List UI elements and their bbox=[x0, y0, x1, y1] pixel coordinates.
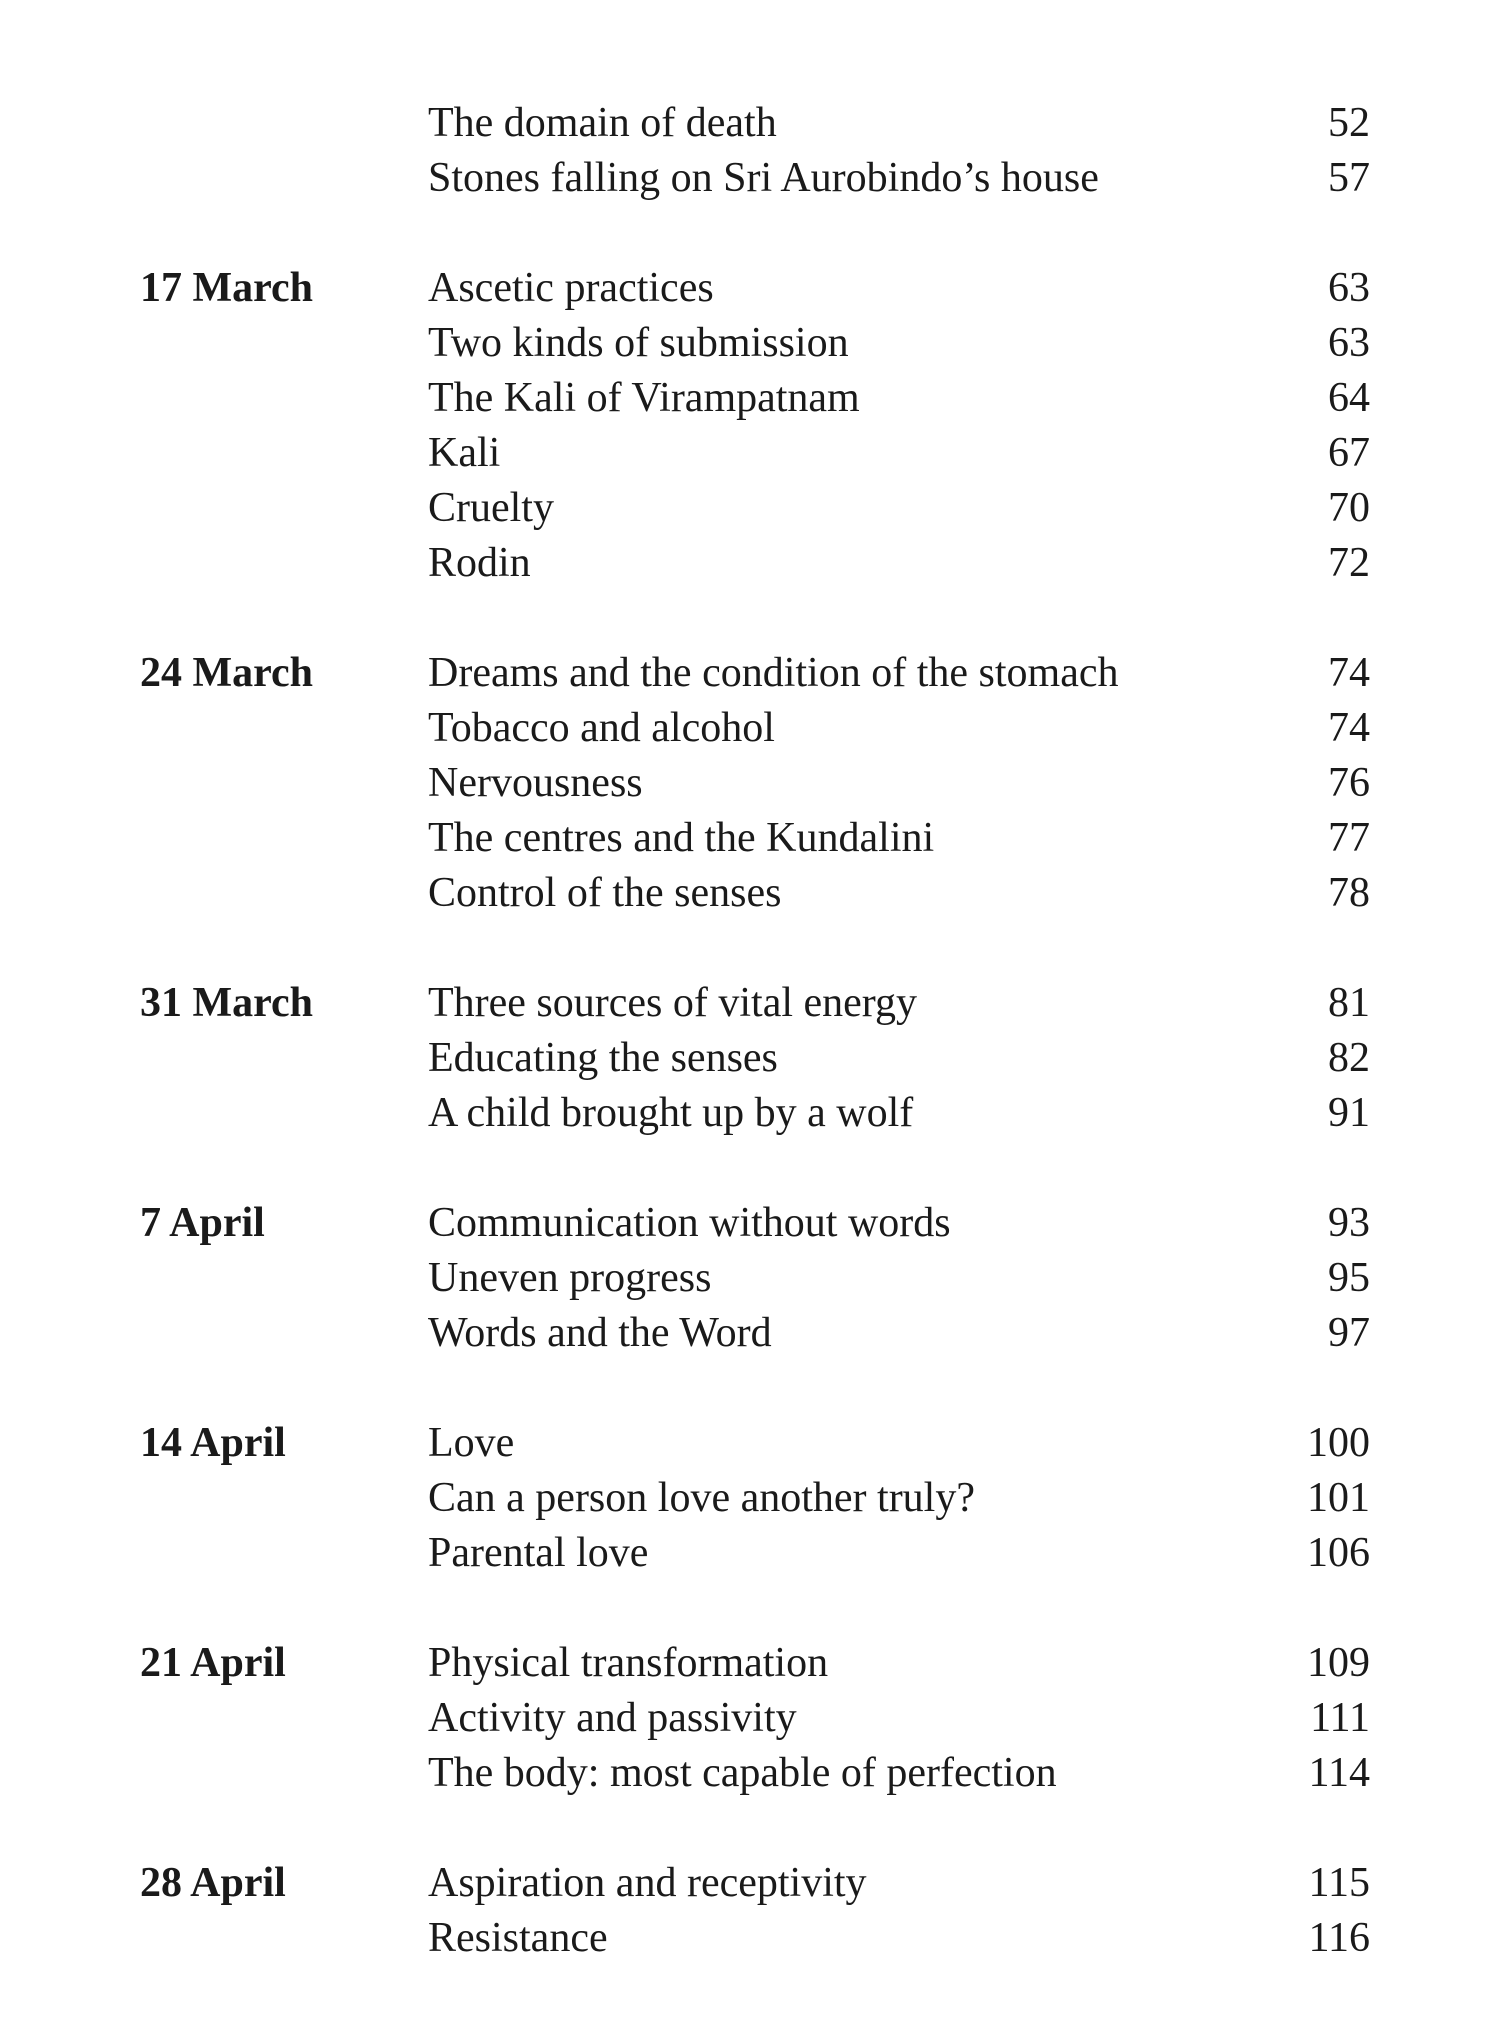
toc-entry bbox=[428, 426, 1370, 481]
toc-page-number: 91 bbox=[1328, 1090, 1370, 1136]
toc-entry bbox=[428, 1031, 1370, 1086]
toc-entry bbox=[428, 1306, 1370, 1361]
toc-entry-list bbox=[428, 976, 1370, 1141]
toc-page-number: 116 bbox=[1308, 1915, 1370, 1961]
toc-entry bbox=[428, 1691, 1370, 1746]
toc-entry-title: Rodin bbox=[428, 540, 531, 586]
toc-entry bbox=[428, 866, 1370, 921]
toc-page-number: 82 bbox=[1328, 1035, 1370, 1081]
toc-page-number: 100 bbox=[1307, 1420, 1370, 1466]
toc-entry-list bbox=[428, 1416, 1370, 1581]
toc-entry-title: Nervousness bbox=[428, 760, 643, 806]
toc-entry-title: Activity and passivity bbox=[428, 1695, 797, 1741]
toc-page-number: 63 bbox=[1328, 265, 1370, 311]
toc-entry-title: Can a person love another truly? bbox=[428, 1475, 975, 1521]
toc-entry-title: Control of the senses bbox=[428, 870, 782, 916]
toc-page-number: 109 bbox=[1307, 1640, 1370, 1686]
toc-entry bbox=[428, 1471, 1370, 1526]
toc-page-number: 70 bbox=[1328, 485, 1370, 531]
toc-page-number: 101 bbox=[1307, 1475, 1370, 1521]
toc-entry-title: Aspiration and receptivity bbox=[428, 1860, 867, 1906]
toc-entry-title: Uneven progress bbox=[428, 1255, 712, 1301]
toc-entry bbox=[428, 976, 1370, 1031]
toc-entry bbox=[428, 481, 1370, 536]
toc-entry-list bbox=[428, 1636, 1370, 1801]
toc-entry bbox=[428, 1526, 1370, 1581]
toc-page-number: 67 bbox=[1328, 430, 1370, 476]
toc-date-heading: 21 April bbox=[140, 1640, 286, 1686]
toc-page-number: 72 bbox=[1328, 540, 1370, 586]
toc-entry-title: Resistance bbox=[428, 1915, 608, 1961]
toc-entry-list bbox=[428, 261, 1370, 591]
toc-date-heading: 7 April bbox=[140, 1200, 265, 1246]
toc-date-heading: 14 April bbox=[140, 1420, 286, 1466]
toc-page-number: 63 bbox=[1328, 320, 1370, 366]
toc-entry bbox=[428, 1636, 1370, 1691]
toc-page-number: 106 bbox=[1307, 1530, 1370, 1576]
toc-group bbox=[140, 1196, 1370, 1361]
toc-page-number: 81 bbox=[1328, 980, 1370, 1026]
toc-page-number: 78 bbox=[1328, 870, 1370, 916]
toc-entry bbox=[428, 316, 1370, 371]
toc-date-heading: 31 March bbox=[140, 980, 314, 1026]
toc-entry-title: Cruelty bbox=[428, 485, 554, 531]
toc-entry-title: Two kinds of submission bbox=[428, 320, 849, 366]
toc-entry bbox=[428, 756, 1370, 811]
toc-entry-title: Three sources of vital energy bbox=[428, 980, 918, 1026]
toc-entry bbox=[428, 1416, 1370, 1471]
toc-entry-title: Dreams and the condition of the stomach bbox=[428, 650, 1119, 696]
toc-page-number: 115 bbox=[1308, 1860, 1370, 1906]
toc-group bbox=[140, 976, 1370, 1141]
toc-page-number: 97 bbox=[1328, 1310, 1370, 1356]
toc-page-number: 57 bbox=[1328, 155, 1370, 201]
toc-entry-title: Kali bbox=[428, 430, 501, 476]
toc-page-number: 77 bbox=[1328, 815, 1370, 861]
toc-entry-title: Words and the Word bbox=[428, 1310, 772, 1356]
toc-entry-list bbox=[428, 646, 1370, 921]
toc-page-number: 111 bbox=[1310, 1695, 1370, 1741]
toc-entry-title: Stones falling on Sri Aurobindo’s house bbox=[428, 155, 1099, 201]
toc-entry-title: A child brought up by a wolf bbox=[428, 1090, 914, 1136]
toc-entry-title: Educating the senses bbox=[428, 1035, 778, 1081]
toc-entry bbox=[428, 371, 1370, 426]
toc-group bbox=[140, 96, 1370, 206]
table-of-contents bbox=[140, 96, 1370, 2021]
toc-entry-title: The domain of death bbox=[428, 100, 777, 146]
toc-group bbox=[140, 1636, 1370, 1801]
toc-entry bbox=[428, 96, 1370, 151]
toc-entry-title: Communication without words bbox=[428, 1200, 951, 1246]
toc-group bbox=[140, 1856, 1370, 1966]
toc-entry-title: The Kali of Virampatnam bbox=[428, 375, 860, 421]
toc-entry-title: Love bbox=[428, 1420, 515, 1466]
toc-entry-title: Ascetic practices bbox=[428, 265, 714, 311]
toc-page-number: 64 bbox=[1328, 375, 1370, 421]
toc-entry bbox=[428, 1856, 1370, 1911]
toc-entry bbox=[428, 701, 1370, 756]
toc-entry bbox=[428, 1911, 1370, 1966]
toc-entry-title: Tobacco and alcohol bbox=[428, 705, 775, 751]
toc-page-number: 76 bbox=[1328, 760, 1370, 806]
toc-entry bbox=[428, 151, 1370, 206]
toc-page-number: 114 bbox=[1308, 1750, 1370, 1796]
toc-entry-title: Parental love bbox=[428, 1530, 649, 1576]
toc-page-number: 95 bbox=[1328, 1255, 1370, 1301]
toc-page-number: 52 bbox=[1328, 100, 1370, 146]
toc-group bbox=[140, 261, 1370, 591]
toc-date-heading: 17 March bbox=[140, 265, 314, 311]
toc-page-number: 74 bbox=[1328, 705, 1370, 751]
toc-group bbox=[140, 1416, 1370, 1581]
toc-date-heading: 24 March bbox=[140, 650, 314, 696]
toc-entry-title: Physical transformation bbox=[428, 1640, 829, 1686]
toc-entry-list bbox=[428, 1856, 1370, 1966]
toc-entry-list bbox=[428, 96, 1370, 206]
toc-entry bbox=[428, 811, 1370, 866]
toc-entry bbox=[428, 646, 1370, 701]
toc-entry bbox=[428, 261, 1370, 316]
toc-entry bbox=[428, 1086, 1370, 1141]
toc-group bbox=[140, 646, 1370, 921]
toc-date-heading: 28 April bbox=[140, 1860, 286, 1906]
toc-page-number: 93 bbox=[1328, 1200, 1370, 1246]
toc-page-number: 74 bbox=[1328, 650, 1370, 696]
toc-entry bbox=[428, 1251, 1370, 1306]
toc-entry bbox=[428, 1196, 1370, 1251]
toc-entry-title: The centres and the Kundalini bbox=[428, 815, 935, 861]
toc-entry-title: The body: most capable of perfection bbox=[428, 1750, 1057, 1796]
toc-entry-list bbox=[428, 1196, 1370, 1361]
toc-entry bbox=[428, 1746, 1370, 1801]
toc-entry bbox=[428, 536, 1370, 591]
